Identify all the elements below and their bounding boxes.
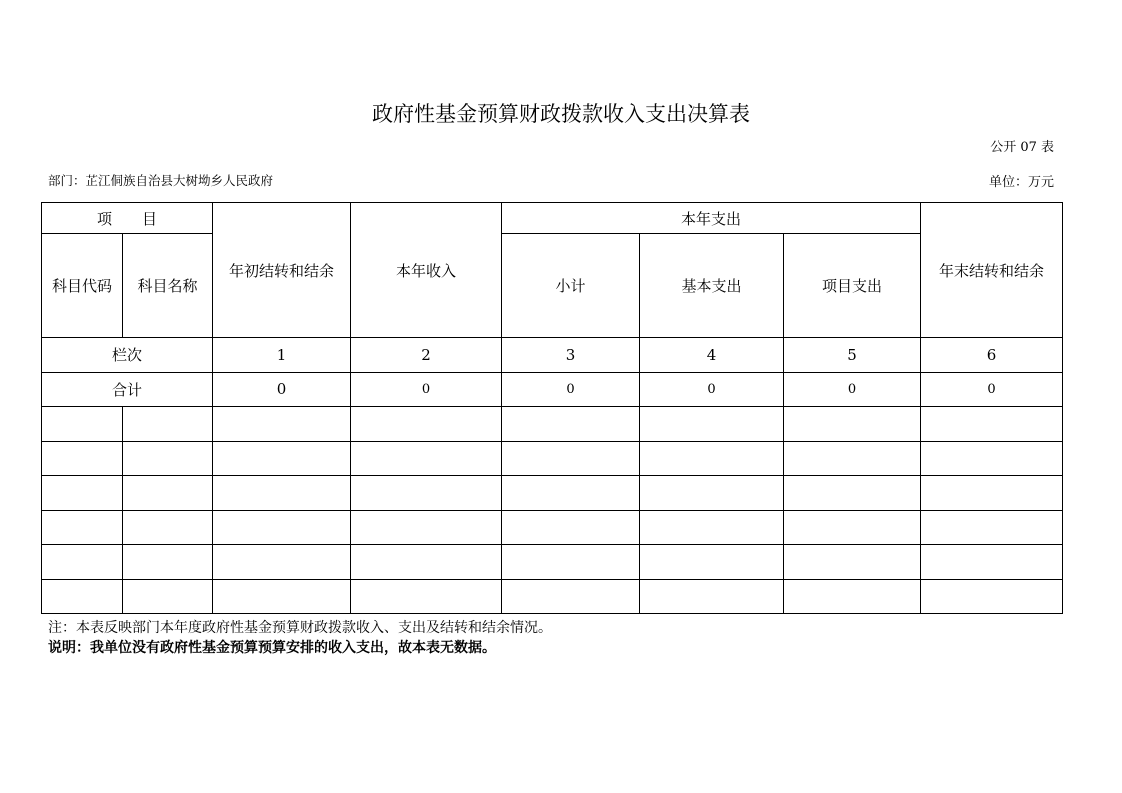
header-expense-group: 本年支出 [502, 203, 921, 234]
header-code: 科目代码 [42, 234, 123, 338]
table-cell [123, 476, 213, 511]
table-cell [123, 510, 213, 545]
header-basic: 基本支出 [640, 234, 784, 338]
index-label: 栏次 [42, 338, 213, 373]
table-cell [784, 545, 921, 580]
header-income: 本年收入 [351, 203, 502, 338]
table-cell [213, 579, 351, 614]
table-cell [784, 441, 921, 476]
form-number: 公开 07 表 [990, 140, 1054, 155]
table-cell [640, 441, 784, 476]
table-cell [351, 579, 502, 614]
table-row [42, 545, 1063, 580]
unit-label: 单位：万元 [988, 175, 1054, 190]
table-cell [502, 407, 640, 442]
table-cell [784, 476, 921, 511]
table-cell [640, 407, 784, 442]
table-cell [502, 579, 640, 614]
table-cell [42, 510, 123, 545]
total-row [42, 372, 1063, 407]
table-cell [42, 545, 123, 580]
table-cell [502, 441, 640, 476]
table-cell [921, 441, 1063, 476]
table-row [42, 579, 1063, 614]
header-item: 项 目 [42, 203, 213, 234]
table-cell [502, 476, 640, 511]
header-begin-balance: 年初结转和结余 [213, 203, 351, 338]
table-cell [213, 476, 351, 511]
index-row [42, 338, 1063, 373]
table-cell [921, 476, 1063, 511]
table-cell [784, 407, 921, 442]
table-cell [921, 510, 1063, 545]
table-cell [123, 407, 213, 442]
table-cell [42, 579, 123, 614]
table-cell [213, 441, 351, 476]
table-cell [640, 476, 784, 511]
table-cell [213, 510, 351, 545]
budget-table [41, 202, 1063, 614]
table-cell [123, 545, 213, 580]
table-cell [351, 510, 502, 545]
table-cell [351, 545, 502, 580]
table-cell [784, 579, 921, 614]
table-cell [921, 545, 1063, 580]
total-cell: 0 [351, 372, 502, 407]
table-cell [42, 441, 123, 476]
table-explanation: 说明：我单位没有政府性基金预算预算安排的收入支出，故本表无数据。 [48, 640, 496, 656]
index-cell: 3 [502, 338, 640, 373]
table-cell [351, 441, 502, 476]
table-note: 注：本表反映部门本年度政府性基金预算财政拨款收入、支出及结转和结余情况。 [48, 620, 552, 636]
table-row [42, 476, 1063, 511]
header-subtotal: 小计 [502, 234, 640, 338]
table-cell [213, 407, 351, 442]
index-cell: 2 [351, 338, 502, 373]
index-cell: 4 [640, 338, 784, 373]
table-cell [123, 441, 213, 476]
table-row [42, 441, 1063, 476]
table-cell [351, 407, 502, 442]
table-cell [502, 545, 640, 580]
total-label: 合计 [42, 372, 213, 407]
table-cell [921, 407, 1063, 442]
index-cell: 5 [784, 338, 921, 373]
header-project: 项目支出 [784, 234, 921, 338]
table-cell [42, 476, 123, 511]
total-cell: 0 [213, 372, 351, 407]
table-row [42, 407, 1063, 442]
table-cell [640, 510, 784, 545]
table-cell [502, 510, 640, 545]
table-cell [123, 579, 213, 614]
table-cell [640, 545, 784, 580]
table-cell [784, 510, 921, 545]
index-cell: 1 [213, 338, 351, 373]
table-cell [640, 579, 784, 614]
index-cell: 6 [921, 338, 1063, 373]
table-cell [351, 476, 502, 511]
total-cell: 0 [640, 372, 784, 407]
table-cell [42, 407, 123, 442]
total-cell: 0 [784, 372, 921, 407]
total-cell: 0 [502, 372, 640, 407]
department-label: 部门：芷江侗族自治县大树坳乡人民政府 [48, 173, 274, 188]
report-title: 政府性基金预算财政拨款收入支出决算表 [372, 102, 750, 126]
table-cell [213, 545, 351, 580]
header-end-balance: 年末结转和结余 [921, 203, 1063, 338]
total-cell: 0 [921, 372, 1063, 407]
table-cell [921, 579, 1063, 614]
table-row [42, 510, 1063, 545]
header-name: 科目名称 [123, 234, 213, 338]
